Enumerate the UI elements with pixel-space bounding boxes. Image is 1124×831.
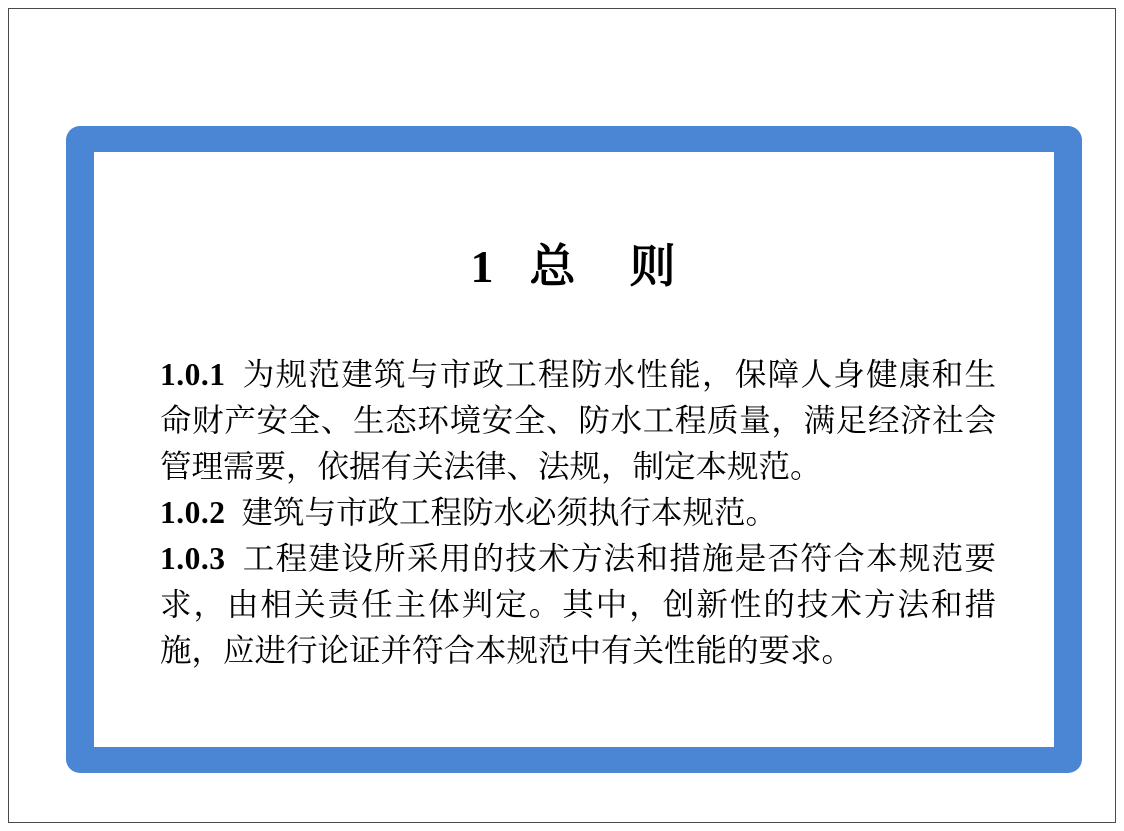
clause-text: 工程建设所采用的技术方法和措施是否符合本规范要求，由相关责任主体判定。其中，创新性的技术方法和措施，应进行论证并符合本规范中有关性能的要求。 (160, 541, 996, 668)
clause-list (160, 352, 996, 674)
page-title-char-1: 总 (529, 241, 578, 292)
page-title (94, 230, 1054, 296)
clause-text: 建筑与市政工程防水必须执行本规范。 (241, 495, 778, 530)
page-title-number: 1 (470, 241, 496, 292)
slide-outer-border (8, 8, 1116, 823)
clause-text: 为规范建筑与市政工程防水性能，保障人身健康和生命财产安全、生态环境安全、防水工程质量，满足经济社会管理需要，依据有关法律、法规，制定本规范。 (160, 357, 996, 484)
content-frame (66, 126, 1082, 773)
page-title-char-2: 则 (629, 241, 678, 292)
content-inner-panel (94, 152, 1054, 747)
clause-item (160, 490, 996, 536)
clause-item (160, 536, 996, 674)
clause-number: 1.0.1 (160, 357, 226, 392)
clause-item (160, 352, 996, 490)
clause-number: 1.0.2 (160, 495, 226, 530)
clause-number: 1.0.3 (160, 541, 226, 576)
